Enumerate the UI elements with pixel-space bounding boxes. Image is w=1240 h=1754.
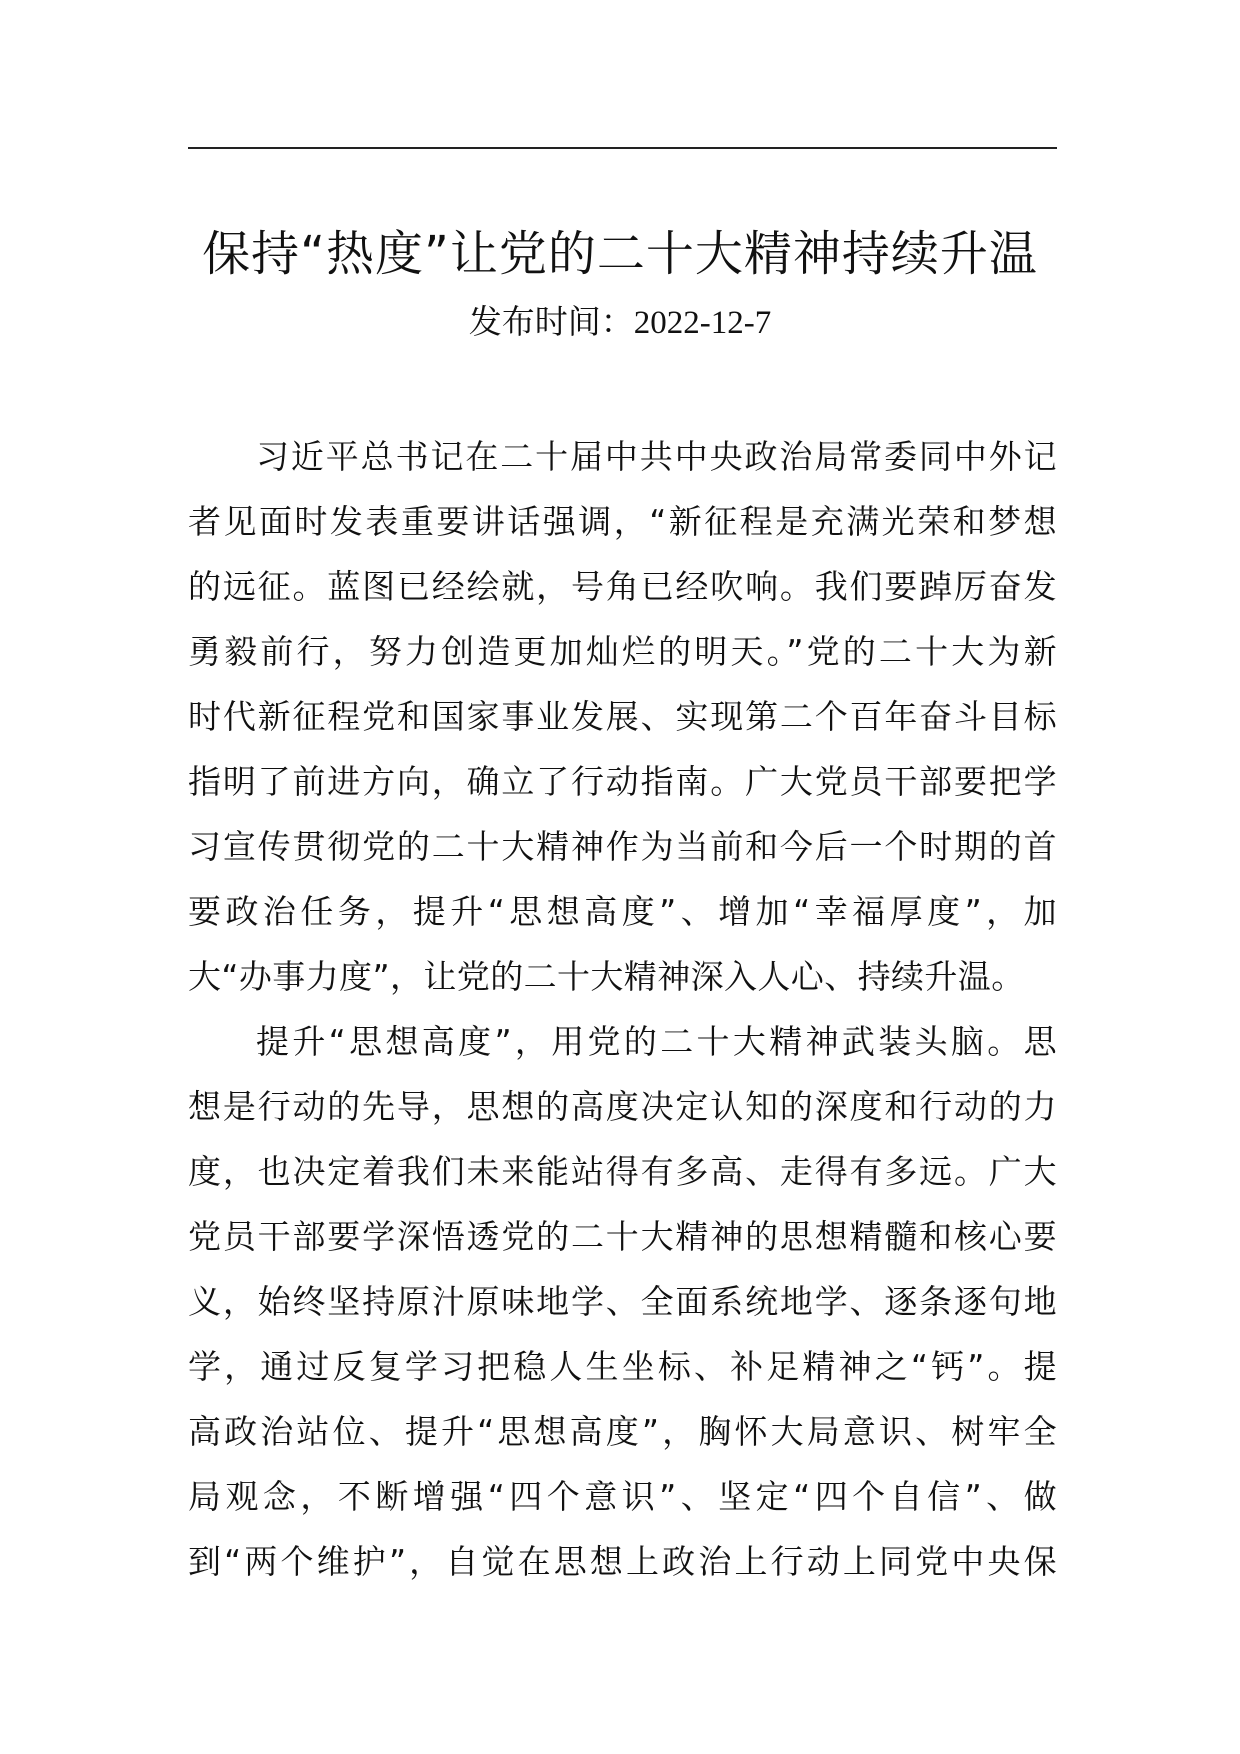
paragraph-line: 度，也决定着我们未来能站得有多高、走得有多远。广大 — [188, 1152, 1057, 1191]
paragraph — [188, 424, 1057, 1009]
paragraph-line: 大“办事力度”，让党的二十大精神深入人心、持续升温。 — [188, 957, 1025, 996]
paragraph-line: 勇毅前行，努力创造更加灿烂的明天。”党的二十大为新 — [188, 632, 1057, 671]
paragraph-line: 时代新征程党和国家事业发展、实现第二个百年奋斗目标 — [188, 697, 1057, 736]
paragraph-line: 指明了前进方向，确立了行动指南。广大党员干部要把学 — [188, 762, 1057, 801]
paragraph-line: 习近平总书记在二十届中共中央政治局常委同中外记 — [256, 437, 1057, 476]
publish-label: 发布时间： — [468, 302, 634, 341]
paragraph-line: 党员干部要学深悟透党的二十大精神的思想精髓和核心要 — [188, 1217, 1057, 1256]
paragraph — [188, 1009, 1057, 1594]
paragraph-line: 到“两个维护”，自觉在思想上政治上行动上同党中央保 — [188, 1542, 1057, 1581]
paragraph-line: 高政治站位、提升“思想高度”，胸怀大局意识、树牢全 — [188, 1412, 1057, 1451]
paragraph-line: 习宣传贯彻党的二十大精神作为当前和今后一个时期的首 — [188, 827, 1057, 866]
paragraph-line: 者见面时发表重要讲话强调，“新征程是充满光荣和梦想 — [188, 502, 1057, 541]
paragraph-line: 要政治任务，提升“思想高度”、增加“幸福厚度”，加 — [188, 892, 1057, 931]
paragraph-line: 义，始终坚持原汁原味地学、全面系统地学、逐条逐句地 — [188, 1282, 1057, 1321]
article-body — [188, 424, 1057, 1594]
paragraph-line: 想是行动的先导，思想的高度决定认知的深度和行动的力 — [188, 1087, 1057, 1126]
article-title: 保持“热度”让党的二十大精神持续升温 — [202, 226, 1038, 282]
publish-info — [0, 300, 1240, 345]
paragraph-line: 提升“思想高度”，用党的二十大精神武装头脑。思 — [256, 1022, 1057, 1061]
publish-date: 2022-12-7 — [633, 305, 772, 341]
paragraph-line: 局观念，不断增强“四个意识”、坚定“四个自信”、做 — [188, 1477, 1057, 1516]
paragraph-line: 的远征。蓝图已经绘就，号角已经吹响。我们要踔厉奋发 — [188, 567, 1057, 606]
paragraph-line: 学，通过反复学习把稳人生坐标、补足精神之“钙”。提 — [188, 1347, 1057, 1386]
header-rule — [188, 147, 1057, 149]
